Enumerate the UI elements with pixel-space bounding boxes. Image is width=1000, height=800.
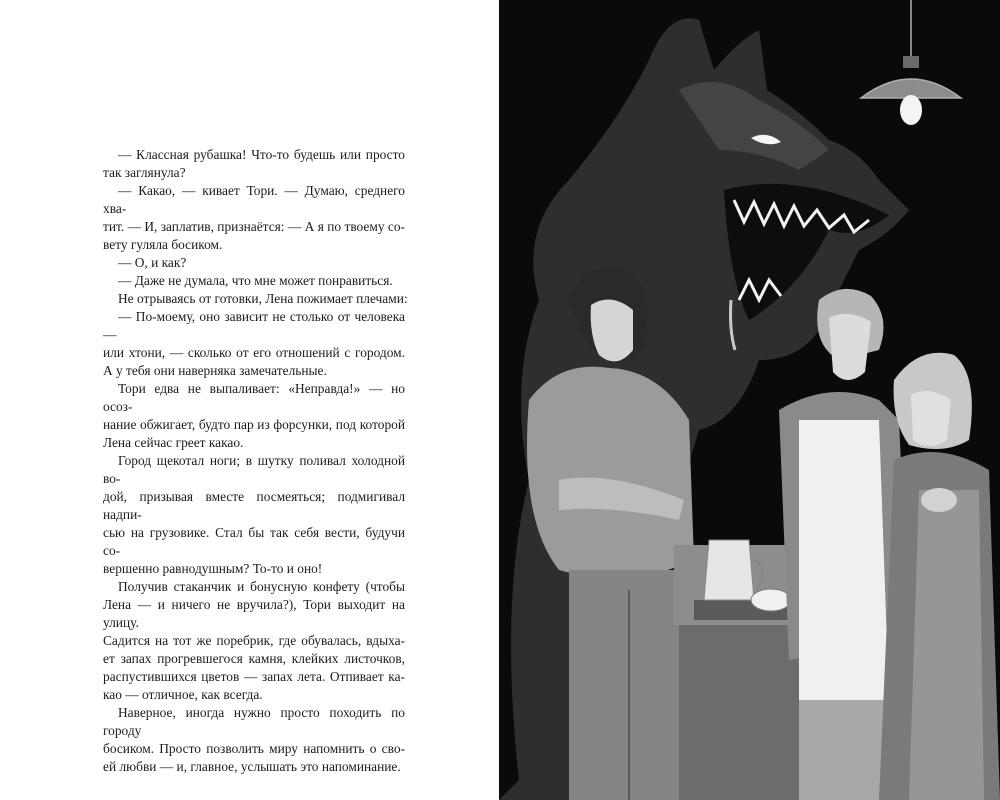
illustration-page — [499, 0, 1000, 800]
text-line: или хтони, — сколько от его отношений с городом. — [103, 345, 405, 360]
paragraph — [103, 308, 405, 380]
text-line: так заглянула? — [103, 165, 186, 180]
text-line: дой, призывая вместе посмеяться; подмигивал надпи- — [103, 489, 405, 522]
text-line: — О, и как? — [118, 255, 187, 270]
text-line: Лена — и ничего не вручила?), Тори выходит на улицу. — [103, 597, 405, 630]
paragraph — [103, 146, 405, 182]
text-line: А у тебя они наверняка замечательные. — [103, 363, 327, 378]
text-line: нание обжигает, будто пар из форсунки, под которой — [103, 417, 405, 432]
text-block — [103, 146, 408, 776]
paragraph — [103, 254, 405, 272]
coffee-pot-icon — [704, 540, 754, 600]
text-line: Тори едва не выпаливает: «Неправда!» — но осоз- — [103, 381, 405, 414]
text-line: Город щекотал ноги; в шутку поливал холодной во- — [103, 453, 405, 486]
text-line: Наверное, иногда нужно просто походить по городу — [103, 705, 405, 738]
text-line: — Какао, — кивает Тори. — Думаю, среднего хва- — [103, 183, 405, 216]
text-line: сью на грузовике. Стал бы так себя вести, будучи со- — [103, 525, 405, 558]
paragraph — [103, 452, 405, 578]
text-line: — Даже не думала, что мне может понравиться. — [118, 273, 393, 288]
paragraph — [103, 272, 405, 290]
text-line: тит. — И, заплатив, признаётся: — А я по твоему со- — [103, 219, 405, 234]
cup-icon — [751, 589, 791, 611]
text-line: Садится на тот же поребрик, где обувалась, вдыха- — [103, 633, 405, 648]
paragraph — [103, 290, 408, 308]
paragraph — [103, 380, 405, 452]
text-line: — Классная рубашка! Что-то будешь или просто — [118, 147, 405, 162]
text-line: Получив стаканчик и бонусную конфету (чтобы — [118, 579, 405, 594]
paragraph — [103, 578, 405, 704]
illustration — [499, 0, 1000, 800]
paragraph — [103, 704, 405, 776]
text-line: ет запах прогревшегося камня, клейких листочков, — [103, 651, 405, 666]
text-line: — По-моему, оно зависит не столько от человека — — [103, 309, 405, 342]
text-line: босиком. Просто позволить миру напомнить о сво- — [103, 741, 405, 756]
paragraph — [103, 182, 405, 254]
text-line: вершенно равнодушным? То-то и оно! — [103, 561, 323, 576]
text-line: Не отрываясь от готовки, Лена пожимает плечами: — [118, 291, 408, 306]
text-page — [0, 0, 499, 800]
text-line: распустившихся цветов — запах лета. Отпивает ка- — [103, 669, 405, 684]
text-line: Лена сейчас греет какао. — [103, 435, 244, 450]
text-line: као — отличное, как всегда. — [103, 687, 263, 702]
text-line: ей любви — и, главное, услышать это напоминание. — [103, 759, 401, 774]
text-line: вету гуляла босиком. — [103, 237, 223, 252]
